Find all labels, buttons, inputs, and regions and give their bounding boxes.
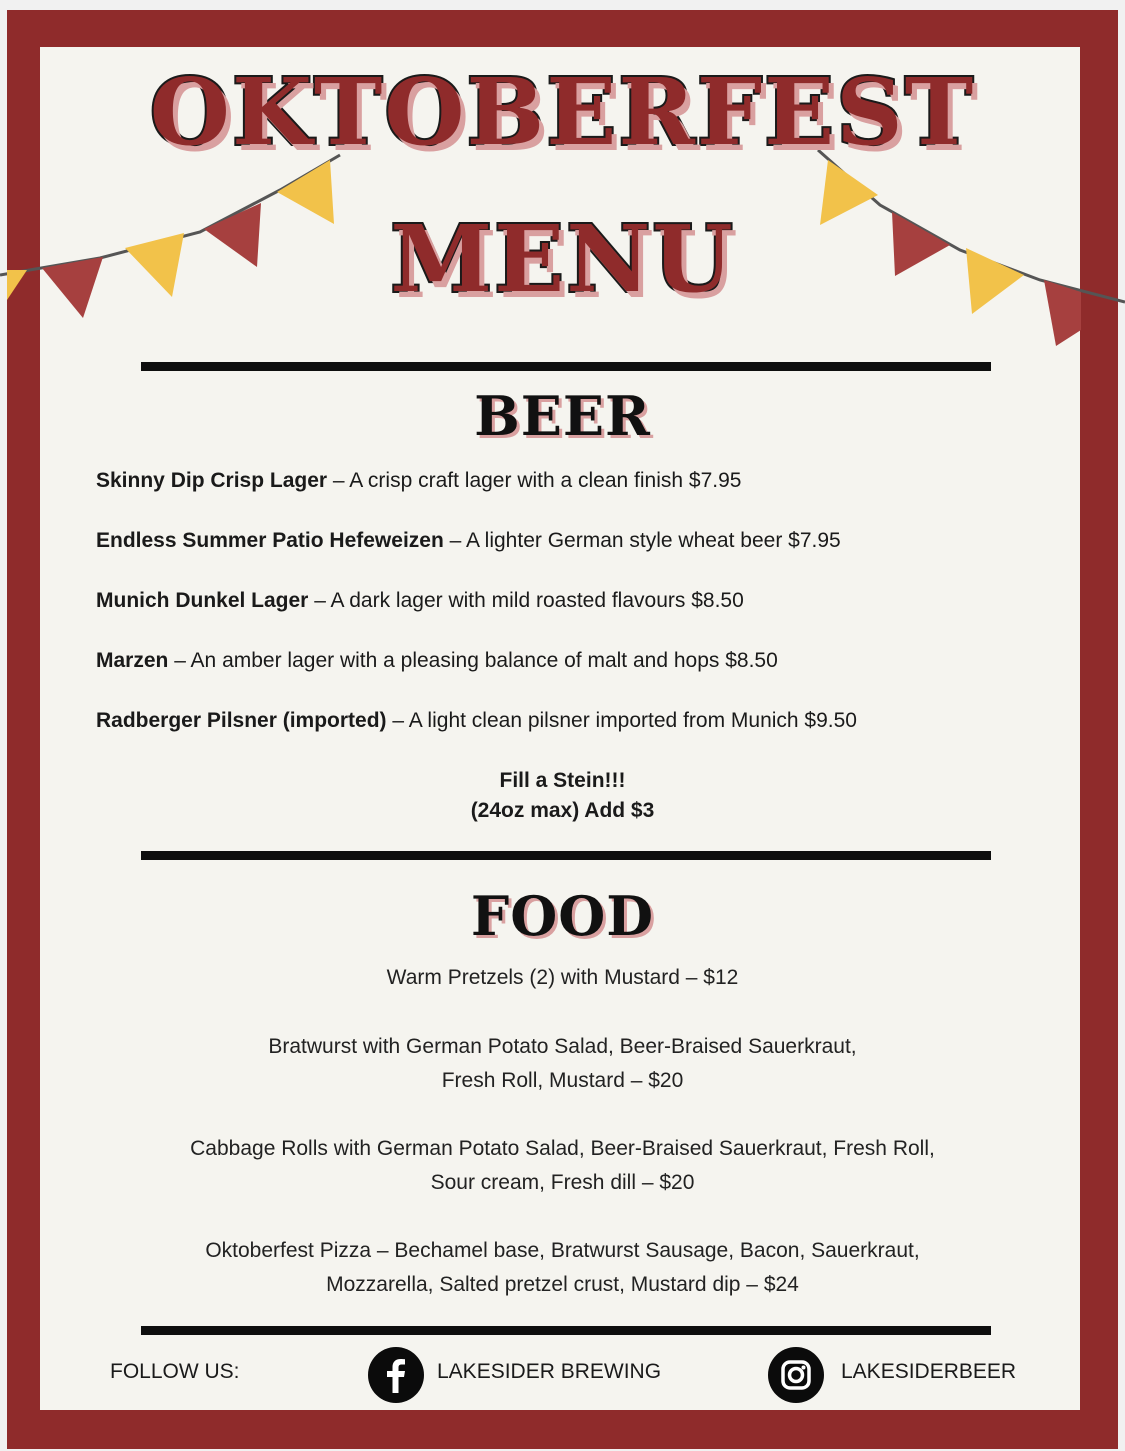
beer-desc: – An amber lager with a pleasing balance of malt and hops $8.50 [168, 649, 778, 672]
food-heading: FOOD [470, 884, 655, 948]
beer-name: Skinny Dip Crisp Lager [96, 469, 328, 492]
beer-item [96, 709, 1086, 733]
divider [141, 851, 991, 860]
beer-heading: BEER [474, 384, 651, 448]
beer-desc: – A lighter German style wheat beer $7.95 [443, 529, 841, 552]
food-item [60, 961, 1065, 995]
food-item [60, 1132, 1065, 1200]
beer-desc: – A dark lager with mild roasted flavours $8.50 [308, 589, 744, 612]
stein-line2: (24oz max) Add $3 [470, 799, 655, 822]
food-line: Cabbage Rolls with German Potato Salad, Beer-Braised Sauerkraut, Fresh Roll, [190, 1137, 935, 1160]
beer-name: Munich Dunkel Lager [96, 589, 309, 612]
food-item [60, 1234, 1065, 1302]
stein-line1: Fill a Stein!!! [499, 769, 626, 792]
beer-desc: – A crisp craft lager with a clean finish $7.95 [327, 469, 742, 492]
food-line: Bratwurst with German Potato Salad, Beer-Braised Sauerkraut, [268, 1035, 857, 1058]
beer-name: Marzen [96, 649, 169, 672]
food-line: Fresh Roll, Mustard – $20 [441, 1069, 684, 1092]
instagram-handle[interactable]: LAKESIDERBEER [841, 1360, 1017, 1383]
food-line: Mozzarella, Salted pretzel crust, Mustard dip – $24 [326, 1273, 799, 1296]
beer-name: Radberger Pilsner (imported) [96, 709, 387, 732]
beer-item [96, 649, 1086, 673]
beer-item [96, 469, 1086, 493]
beer-desc: – A light clean pilsner imported from Munich $9.50 [386, 709, 857, 732]
menu-title-line1: OKTOBERFEST [149, 58, 976, 166]
menu-title-line2: MENU [390, 205, 735, 313]
food-item [60, 1030, 1065, 1098]
beer-item [96, 529, 1086, 553]
food-line: Warm Pretzels (2) with Mustard – $12 [386, 966, 739, 989]
divider [141, 362, 991, 371]
instagram-icon[interactable] [768, 1347, 824, 1403]
food-line: Sour cream, Fresh dill – $20 [430, 1171, 695, 1194]
food-line: Oktoberfest Pizza – Bechamel base, Bratwurst Sausage, Bacon, Sauerkraut, [205, 1239, 920, 1262]
beer-name: Endless Summer Patio Hefeweizen [96, 529, 444, 552]
divider [141, 1326, 991, 1335]
facebook-handle[interactable]: LAKESIDER BREWING [437, 1360, 662, 1383]
beer-item [96, 589, 1086, 613]
follow-label: FOLLOW US: [110, 1360, 240, 1383]
facebook-icon[interactable] [368, 1347, 424, 1403]
stein-offer [0, 766, 1125, 826]
